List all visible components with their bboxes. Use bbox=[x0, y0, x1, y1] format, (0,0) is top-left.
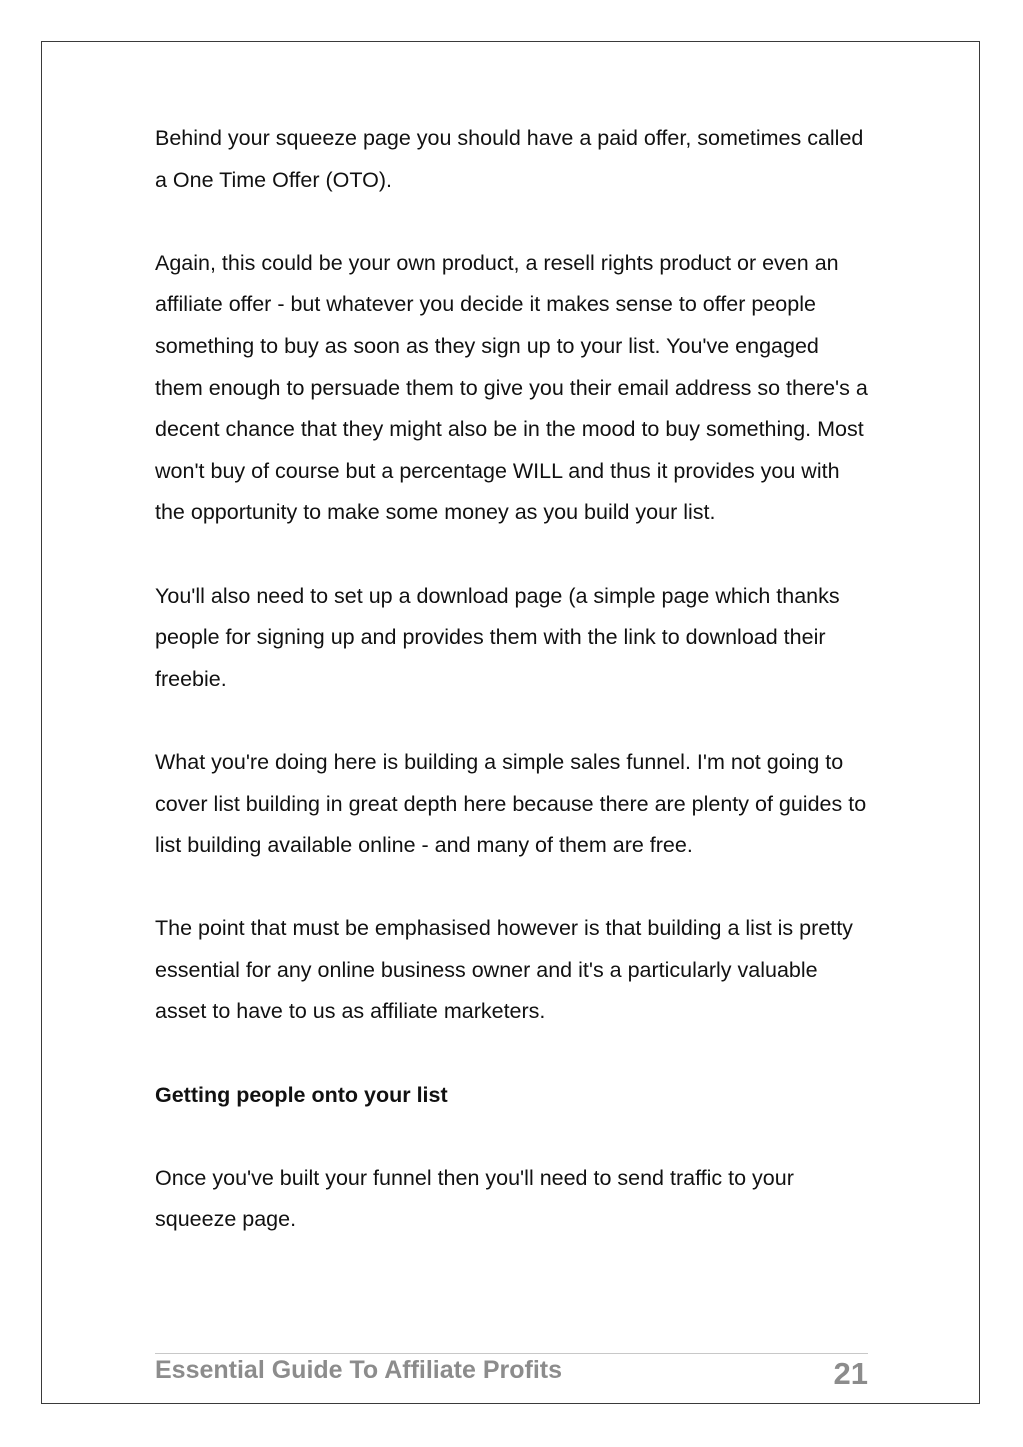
paragraph-list-importance: The point that must be emphasised however is that building a list is pretty essential for any online business owner and it's a particularly valuable asset to have to us as affiliate marketers. bbox=[155, 916, 853, 1024]
paragraph-download-page: You'll also need to set up a download page (a simple page which thanks people for signing up and provides them with the link to download their freebie. bbox=[155, 583, 840, 691]
paragraph-sales-funnel: What you're doing here is building a simple sales funnel. I'm not going to cover list building in great depth here because there are plenty of guides to list building available online - and many of them are free. bbox=[155, 749, 867, 858]
paragraph-send-traffic: Once you've built your funnel then you'll need to send traffic to your squeeze page. bbox=[155, 1165, 794, 1232]
page-number: 21 bbox=[833, 1356, 868, 1391]
section-heading: Getting people onto your list bbox=[155, 1082, 448, 1107]
paragraph-offer-options: Again, this could be your own product, a resell rights product or even an affiliate offer - but whatever you decide it makes sense to offer people something to buy as soon as they sign up to your list. You've engaged them enough to persuade them to give you their email address so there's a decent chance that they might also be in the mood to buy something. Most won't buy of course but a percentage WILL and thus it provides you with the opportunity to make some money as you build your list. bbox=[155, 250, 868, 525]
page-content bbox=[155, 118, 870, 1283]
paragraph-paid-offer: Behind your squeeze page you should have a paid offer, sometimes called a One Time Offer (OTO). bbox=[155, 126, 864, 192]
footer-book-title: Essential Guide To Affiliate Profits bbox=[155, 1356, 563, 1384]
